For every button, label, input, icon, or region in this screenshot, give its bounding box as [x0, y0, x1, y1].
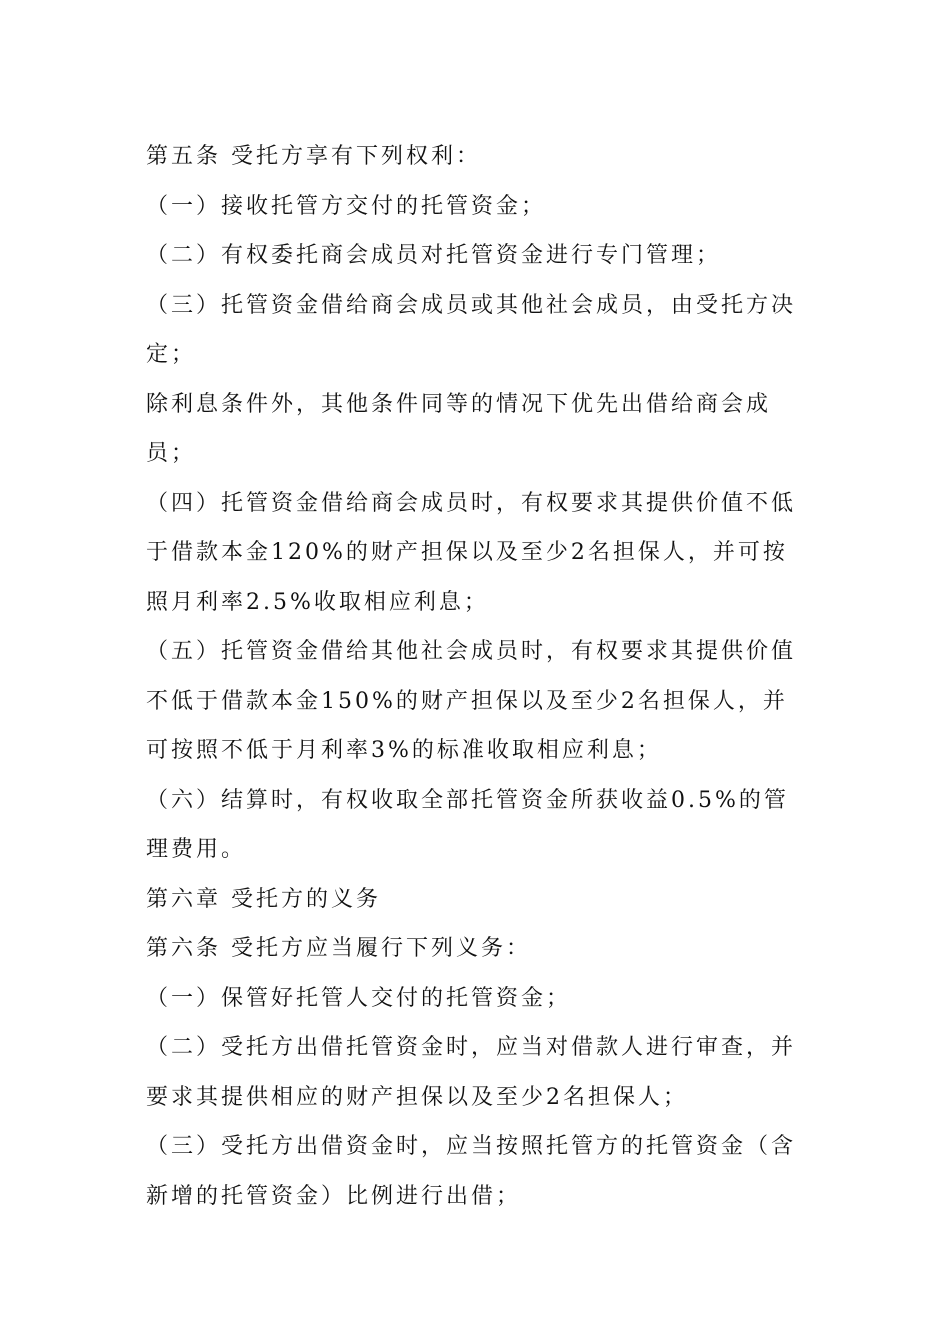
article-5-item-3-note: 除利息条件外，其他条件同等的情况下优先出借给商会成员；	[146, 391, 772, 466]
article-6-item-1: （一）保管好托管人交付的托管资金；	[146, 985, 572, 1011]
chapter-6-heading: 第六章 受托方的义务	[146, 886, 381, 912]
article-5-item-4: （四）托管资金借给商会成员时，有权要求其提供价值不低于借款本金120%的财产担保以及至少2名担保人，并可按照月利率2.5%收取相应利息；	[146, 490, 797, 615]
article-5-item-6: （六）结算时，有权收取全部托管资金所获收益0.5%的管理费用。	[146, 787, 789, 862]
document-body	[146, 132, 808, 1221]
article-6-item-2: （二）受托方出借托管资金时，应当对借款人进行审查，并要求其提供相应的财产担保以及至少2名担保人；	[146, 1035, 797, 1110]
article-6-item-3: （三）受托方出借资金时，应当按照托管方的托管资金（含新增的托管资金）比例进行出借；	[146, 1134, 797, 1209]
article-6-heading: 第六条 受托方应当履行下列义务：	[146, 936, 531, 961]
article-5-item-3: （三）托管资金借给商会成员或其他社会成员，由受托方决定；	[146, 292, 797, 367]
article-5-item-2: （二）有权委托商会成员对托管资金进行专门管理；	[146, 243, 722, 268]
article-5-item-5: （五）托管资金借给其他社会成员时，有权要求其提供价值不低于借款本金150%的财产担保以及至少2名担保人，并可按照不低于月利率3%的标准收取相应利息；	[146, 639, 797, 763]
article-5-item-1: （一）接收托管方交付的托管资金；	[146, 193, 547, 219]
article-5-heading: 第五条 受托方享有下列权利：	[146, 144, 481, 169]
